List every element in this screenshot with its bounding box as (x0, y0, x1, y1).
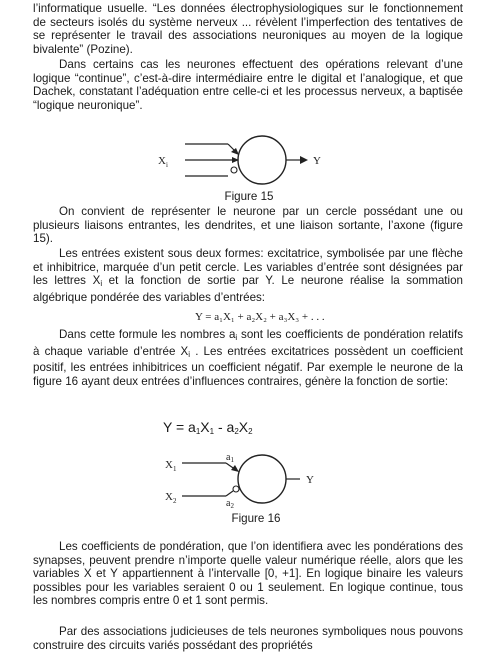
figure-15-neuron-diagram (150, 130, 350, 196)
inhibitory-circle (231, 167, 237, 173)
weight-label-a1: $a_1$ (226, 452, 234, 464)
output-label-y: Y (306, 474, 314, 486)
paragraph-4: Les entrées existent sous deux formes: excitatrice, symbolisée par une flèche et inhibitrice, marquée d’un petit cercle. Les variables d’entrée sont désignées par les lettres $X_i$ et la fonction de sortie par Y. Le neurone réalise la sommation algébrique pondérée des variables d’entrées: (33, 247, 463, 304)
inhibitory-circle (233, 486, 239, 492)
formula-output-function: $Y = a_1X_1 - a_2X_2$ (163, 419, 253, 436)
paragraph-3: On convient de représenter le neurone par un cercle possédant une ou plusieurs liaisons entrantes, les dendrites, et une liaison sortante, l’axone (figure 15). (33, 205, 463, 246)
input-label-x1: $X_1$ (165, 459, 177, 473)
excitatory-arrow (231, 148, 239, 155)
input-curve-x2 (226, 491, 233, 496)
formula-weighted-sum: Y = a₁X₁ + a₂X₂ + a₃X₃ + . . . (195, 311, 325, 323)
figure-16-neuron-diagram (150, 446, 350, 516)
weight-label-a2: $a_2$ (226, 498, 234, 510)
paragraph-7: Par des associations judicieuses de tels neurones symboliques nous pouvons construire des circuits variés possédant des propriétés (33, 625, 463, 652)
input-label-x2: $X_2$ (165, 491, 177, 505)
neuron-circle (238, 455, 286, 503)
paragraph-1: l’informatique usuelle. “Les données électrophysiologiques sur le fonctionnement de secteurs isolés du système nerveux ... révèlent l’imperfection des tentatives de se représenter le travail des associations neuroniques au moyen de la logique bivalente” (Pozine). (33, 2, 463, 56)
figure-15-caption: Figure 15 (224, 190, 274, 203)
output-label-y: Y (313, 155, 321, 167)
paragraph-6: Les coefficients de pondération, que l’on identifiera avec les pondérations des synapses, peuvent prendre n’importe quelle valeur numérique réelle, alors que les variables X et Y appartiennent à l’intervalle [0, +1]. En logique binaire les valeurs possibles pour les variables seraient 0 ou 1 seulement. En logique continue, tous les nombres compris entre 0 et 1 sont permis. (33, 540, 463, 608)
figure-16-caption: Figure 16 (231, 512, 281, 525)
input-label-xi: $X_i$ (158, 155, 168, 169)
neuron-circle (238, 136, 286, 184)
paragraph-2: Dans certains cas les neurones effectuent des opérations relevant d’une logique “continue”, c’est-à-dire intermédiaire entre le digital et l’analogique, et que Dachek, constatant l’adéquation entre celle-ci et les processus nerveux, a baptisée “logique neuronique”. (33, 58, 463, 112)
paragraph-5: Dans cette formule les nombres $a_i$ sont les coefficients de pondération relatifs à chaque variable d’entrée $X_i$ . Les entrées excitatrices possèdent un coefficient positif, les entrées inhibitrices un coefficient négatif. Par exemple le neurone de la figure 16 ayant deux entrées d’influences contraires, génère la fonction de sortie: (33, 328, 463, 388)
excitatory-arrow (231, 465, 239, 472)
output-arrow (300, 156, 308, 164)
